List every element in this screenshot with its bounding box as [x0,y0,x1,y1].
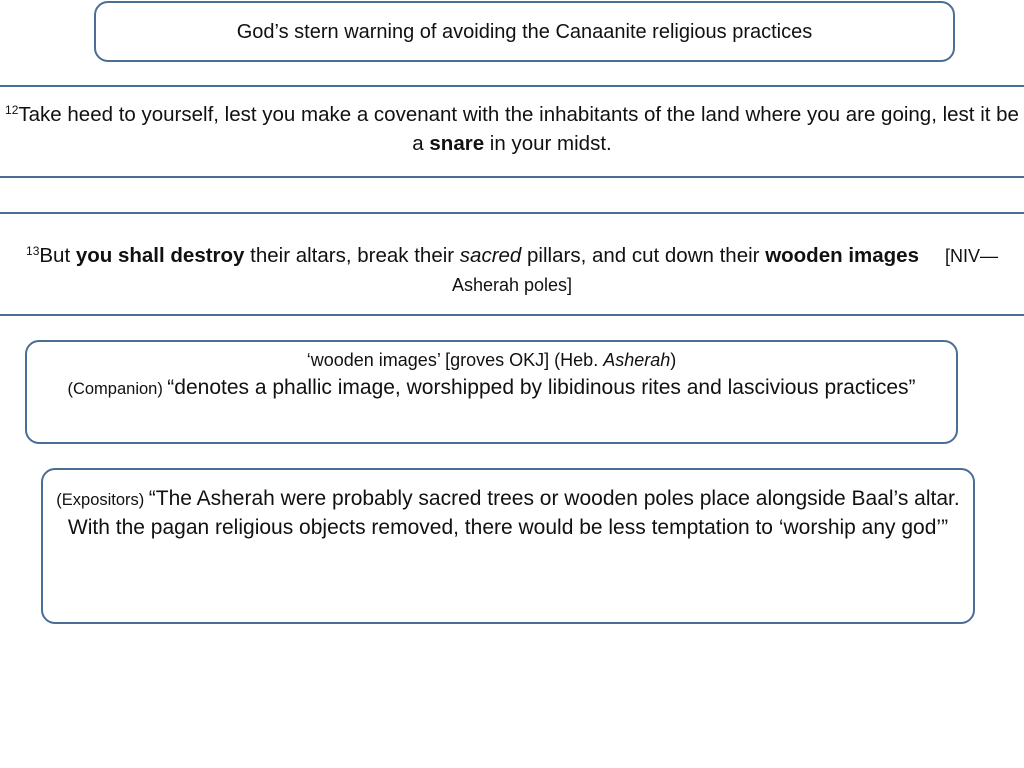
verse-number: 12 [5,103,19,117]
verse-text: pillars, and cut down their [521,244,766,267]
verse-emphasis: you shall destroy [75,244,245,267]
verse-text: Take heed to yourself, lest you make a covenant with the inhabitants of the land where you are going, lest it be a [18,103,1019,155]
hebrew-term: Asherah [603,350,671,370]
commentary-quote: “denotes a phallic image, worshipped by libidinous rites and lascivious practices” [167,376,916,400]
commentary-quote: “The Asherah were probably sacred trees or wooden poles place alongside Baal’s altar. [148,487,960,510]
verse-13-box [0,212,1024,316]
slide-title-text: God’s stern warning of avoiding the Canaanite religious practices [236,20,813,43]
verse-number: 13 [26,244,40,258]
commentary-source: (Expositors) [56,491,145,509]
verse-emphasis: snare [429,131,485,155]
translation-note: [NIV—Asherah poles] [451,246,998,295]
verse-italic: sacred [459,244,522,267]
commentary-source: (Companion) [67,380,163,399]
slide-title [94,1,955,62]
verse-text: But [39,244,76,267]
companion-heading: ‘wooden images’ [groves OKJ] (Heb. Asherah) [306,350,677,370]
companion-commentary-box [25,340,958,444]
verse-12-box [0,85,1024,178]
verse-text: their altars, break their [244,244,460,267]
commentary-quote: With the pagan religious objects removed, there would be less temptation to ‘worship any god’” [67,516,949,540]
verse-emphasis: wooden images [765,244,919,267]
verse-text: in your midst. [484,131,612,155]
expositors-commentary-box [41,468,975,624]
